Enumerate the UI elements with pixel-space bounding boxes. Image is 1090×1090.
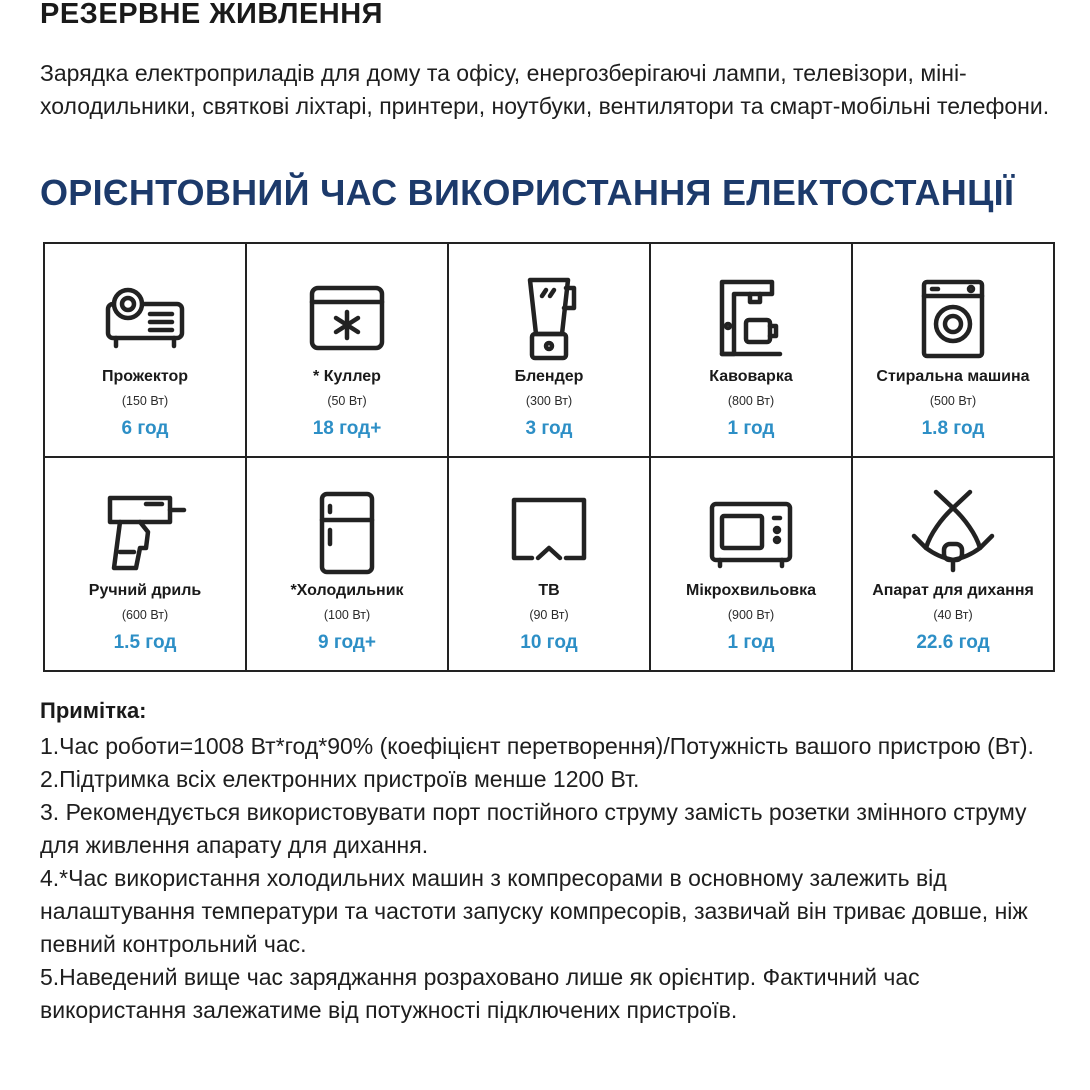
device-power: (100 Вт) (323, 608, 371, 622)
note-item: 1.Час роботи=1008 Вт*год*90% (коефіцієнт перетворення)/Потужність вашого пристрою (Вт). (40, 733, 1034, 759)
coffee-maker-icon (706, 274, 796, 364)
device-card-microwave (651, 458, 853, 672)
device-name: Кавоварка (709, 368, 793, 385)
device-power: (150 Вт) (121, 394, 169, 408)
device-name: Ручний дриль (88, 582, 202, 599)
device-name: * Куллер (313, 368, 381, 385)
device-card-fridge (247, 458, 449, 672)
note-item: 3. Рекомендується використовувати порт постійного струму замість розетки змінного струму для живлення апарату для дихання. (40, 799, 1027, 858)
device-power: (900 Вт) (727, 608, 775, 622)
device-card-washing-machine (853, 244, 1055, 458)
device-runtime: 9 год+ (317, 632, 377, 653)
device-power: (500 Вт) (929, 394, 977, 408)
note-item: 2.Підтримка всіх електронних пристроїв менше 1200 Вт. (40, 766, 640, 792)
device-power: (800 Вт) (727, 394, 775, 408)
device-runtime: 10 год (520, 632, 578, 653)
device-power: (50 Вт) (327, 394, 367, 408)
device-card-drill (45, 458, 247, 672)
device-runtime: 3 год (525, 418, 573, 439)
cooler-icon (302, 274, 392, 364)
device-name: *Холодильник (290, 582, 404, 599)
breathing-apparatus-icon (908, 488, 998, 578)
device-card-blender (449, 244, 651, 458)
device-name: Стиральна машина (876, 368, 1030, 385)
intro-text: Зарядка електроприладів для дому та офісу, енергозберігаючі лампи, телевізори, міні-холодильники, святкові ліхтарі, принтери, ноутбуки, вентилятори та смарт-мобільні телефони. (40, 60, 1050, 119)
device-card-coffee-maker (651, 244, 853, 458)
device-name: ТВ (538, 582, 560, 599)
device-runtime: 6 год (121, 418, 169, 439)
device-runtime: 1 год (727, 418, 775, 439)
device-runtime: 1.5 год (113, 632, 177, 653)
device-name: Прожектор (101, 368, 189, 385)
device-power: (600 Вт) (121, 608, 169, 622)
device-card-tv (449, 458, 651, 672)
drill-icon (100, 488, 190, 578)
note-item: 5.Наведений вище час заряджання розраховано лише як орієнтир. Фактичний час використання залежатиме від потужності підключених пристроїв. (40, 964, 920, 1023)
tv-icon (504, 488, 594, 578)
device-runtime: 18 год+ (312, 418, 382, 439)
fridge-icon (302, 488, 392, 578)
device-name: Блендер (514, 368, 584, 385)
device-runtime: 1.8 год (921, 418, 985, 439)
device-card-breathing-apparatus (853, 458, 1055, 672)
note-item: 4.*Час використання холодильних машин з компресорами в основному залежить від налаштування температури та частоти запуску компресорів, зазвичай він триває довше, ніж певний контрольний час. (40, 865, 1028, 957)
device-runtime: 22.6 год (916, 632, 990, 653)
projector-icon (100, 274, 190, 364)
microwave-icon (706, 488, 796, 578)
notes-title: Примітка: (40, 698, 147, 723)
device-card-cooler (247, 244, 449, 458)
device-name: Мікрохвильовка (685, 582, 816, 599)
blender-icon (504, 274, 594, 364)
device-name: Апарат для дихання (872, 582, 1034, 599)
page-title: РЕЗЕРВНЕ ЖИВЛЕННЯ (40, 0, 384, 30)
washing-machine-icon (908, 274, 998, 364)
device-power: (90 Вт) (529, 608, 569, 622)
notes-list (40, 730, 1050, 1027)
device-card-projector (45, 244, 247, 458)
device-runtime: 1 год (727, 632, 775, 653)
section-title: ОРІЄНТОВНИЙ ЧАС ВИКОРИСТАННЯ ЕЛЕКТОСТАНЦІЇ (40, 172, 1015, 213)
devices-table (43, 242, 1055, 672)
device-power: (40 Вт) (933, 608, 973, 622)
device-power: (300 Вт) (525, 394, 573, 408)
